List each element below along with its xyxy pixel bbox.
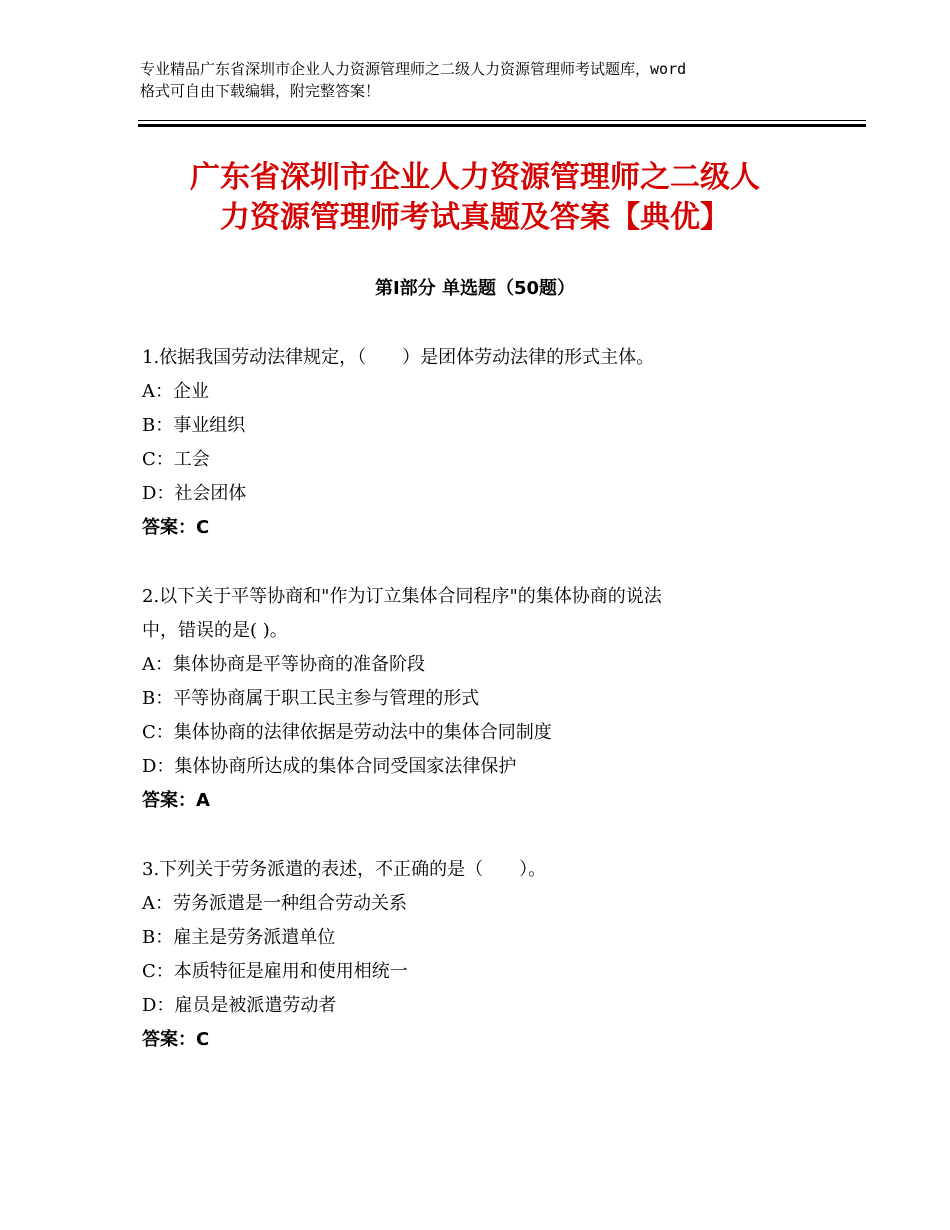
option-d: D：社会团体 [142, 483, 247, 504]
answer: 答案：C [142, 517, 210, 538]
option-d: D：雇员是被派遣劳动者 [142, 995, 337, 1016]
option-b: B：平等协商属于职工民主参与管理的形式 [142, 688, 480, 709]
header-line-2: 格式可自由下载编辑，附完整答案！ [140, 82, 381, 100]
option-c: C：本质特征是雇用和使用相统一 [142, 961, 408, 982]
option-c: C：集体协商的法律依据是劳动法中的集体合同制度 [142, 722, 552, 743]
question-2 [142, 580, 822, 818]
document-header [140, 58, 830, 102]
option-a: A：劳务派遣是一种组合劳动关系 [142, 893, 407, 914]
question-stem-cont: 中，错误的是( )。 [142, 620, 288, 641]
question-stem: 1.依据我国劳动法律规定，（ ）是团体劳动法律的形式主体。 [142, 347, 655, 368]
answer: 答案：C [142, 1029, 210, 1050]
header-line-1: 专业精品广东省深圳市企业人力资源管理师之二级人力资源管理师考试题库，word [140, 60, 687, 78]
option-a: A：集体协商是平等协商的准备阶段 [142, 654, 425, 675]
question-stem: 3.下列关于劳务派遣的表述，不正确的是（ ）。 [142, 859, 547, 880]
option-c: C：工会 [142, 449, 210, 470]
answer: 答案：A [142, 790, 210, 811]
section-heading: 第Ⅰ部分 单选题（50题） [374, 278, 575, 299]
option-d: D：集体协商所达成的集体合同受国家法律保护 [142, 756, 517, 777]
question-3 [142, 853, 822, 1057]
question-1 [142, 341, 822, 545]
option-a: A：企业 [142, 381, 209, 402]
title-line-1: 广东省深圳市企业人力资源管理师之二级人 [190, 160, 760, 195]
option-b: B：雇主是劳务派遣单位 [142, 927, 336, 948]
header-rule-thin [138, 120, 866, 121]
title-line-2: 力资源管理师考试真题及答案【典优】 [220, 200, 730, 235]
document-title [120, 158, 830, 238]
option-b: B：事业组织 [142, 415, 246, 436]
question-stem: 2.以下关于平等协商和"作为订立集体合同程序"的集体协商的说法 [142, 586, 662, 607]
header-rule-thick [138, 124, 866, 127]
